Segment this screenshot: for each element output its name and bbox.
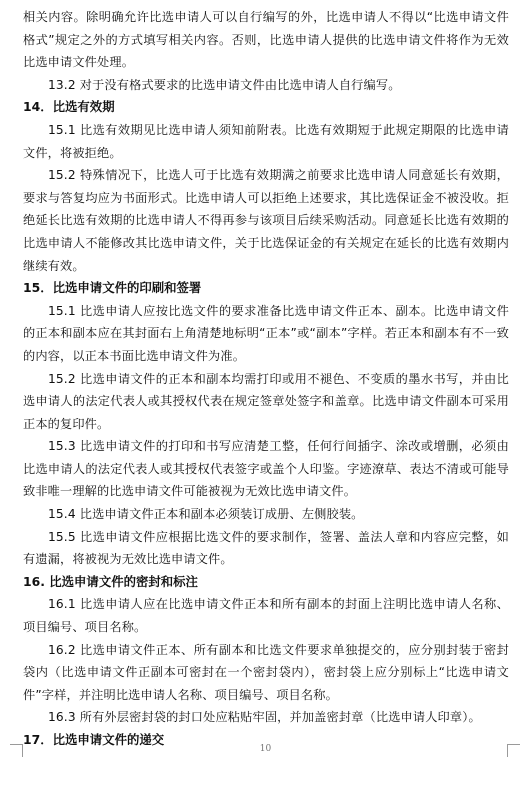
body-paragraph: 15.4 比选申请文件正本和副本必须装订成册、左侧胶装。 xyxy=(48,507,364,522)
body-paragraph: 16.2 比选申请文件正本、所有副本和比选文件要求单独提交的，应分别封装于密封袋内（比选申请文件正副本可密封在一个密封袋内），密封袋上应分别标上“比选申请文件”字样，并注明比选申请人名称、项目编号、项目名称。 xyxy=(23,642,509,702)
body-paragraph: 16.3 所有外层密封袋的封口处应粘贴牢固，并加盖密封章（比选申请人印章）。 xyxy=(48,710,481,725)
body-paragraph: 15.2 比选申请文件的正本和副本均需打印或用不褪色、不变质的墨水书写，并由比选申请人的法定代表人或其授权代表在规定签章处签字和盖章。比选申请文件副本可采用正本的复印件。 xyxy=(23,371,509,431)
body-paragraph: 13.2 对于没有格式要求的比选申请文件由比选申请人自行编写。 xyxy=(48,77,401,92)
section-heading: 17．比选申请文件的递交 xyxy=(23,732,165,747)
body-paragraph: 15.1 比选申请人应按比选文件的要求准备比选申请文件正本、副本。比选申请文件的正本和副本应在其封面右上角清楚地标明“正本”或“副本”字样。若正本和副本有不一致的内容，以正本书面比选申请文件为准。 xyxy=(23,303,509,363)
section-heading: 15．比选申请文件的印刷和签署 xyxy=(23,280,202,296)
body-paragraph: 16.1 比选申请人应在比选申请文件正本和所有副本的封面上注明比选申请人名称、项目编号、项目名称。 xyxy=(23,597,509,635)
body-paragraph: 相关内容。除明确允许比选申请人可以自行编写的外，比选申请人不得以“比选申请文件格式”规定之外的方式填写相关内容。否则，比选申请人提供的比选申请文件将作为无效比选申请文件处理。 xyxy=(23,10,509,70)
body-paragraph: 15.2 特殊情况下，比选人可于比选有效期满之前要求比选申请人同意延长有效期，要求与答复均应为书面形式。比选申请人可以拒绝上述要求，其比选保证金不被没收。拒绝延长比选有效期的比选申请人不得再参与该项目后续采购活动。同意延长比选有效期的比选申请人不能修改其比选申请文件，关于比选保证金的有关规定在延长的比选有效期内继续有效。 xyxy=(23,168,509,273)
body-paragraph: 15.3 比选申请文件的打印和书写应清楚工整，任何行间插字、涂改或增删，必须由比选申请人的法定代表人或其授权代表签字或盖个人印鉴。字迹潦草、表达不清或可能导致非唯一理解的比选申请文件可能被视为无效比选申请文件。 xyxy=(23,439,509,499)
page-number: 10 xyxy=(259,744,272,754)
section-heading: 14．比选有效期 xyxy=(23,99,115,115)
section-heading: 16. 比选申请文件的密封和标注 xyxy=(23,573,198,589)
document-body xyxy=(23,6,509,752)
body-paragraph: 15.1 比选有效期见比选申请人须知前附表。比选有效期短于此规定期限的比选申请文件，将被拒绝。 xyxy=(23,122,509,160)
body-paragraph: 15.5 比选申请文件应根据比选文件的要求制作，签署、盖法人章和内容应完整，如有遗漏，将被视为无效比选申请文件。 xyxy=(23,529,509,567)
